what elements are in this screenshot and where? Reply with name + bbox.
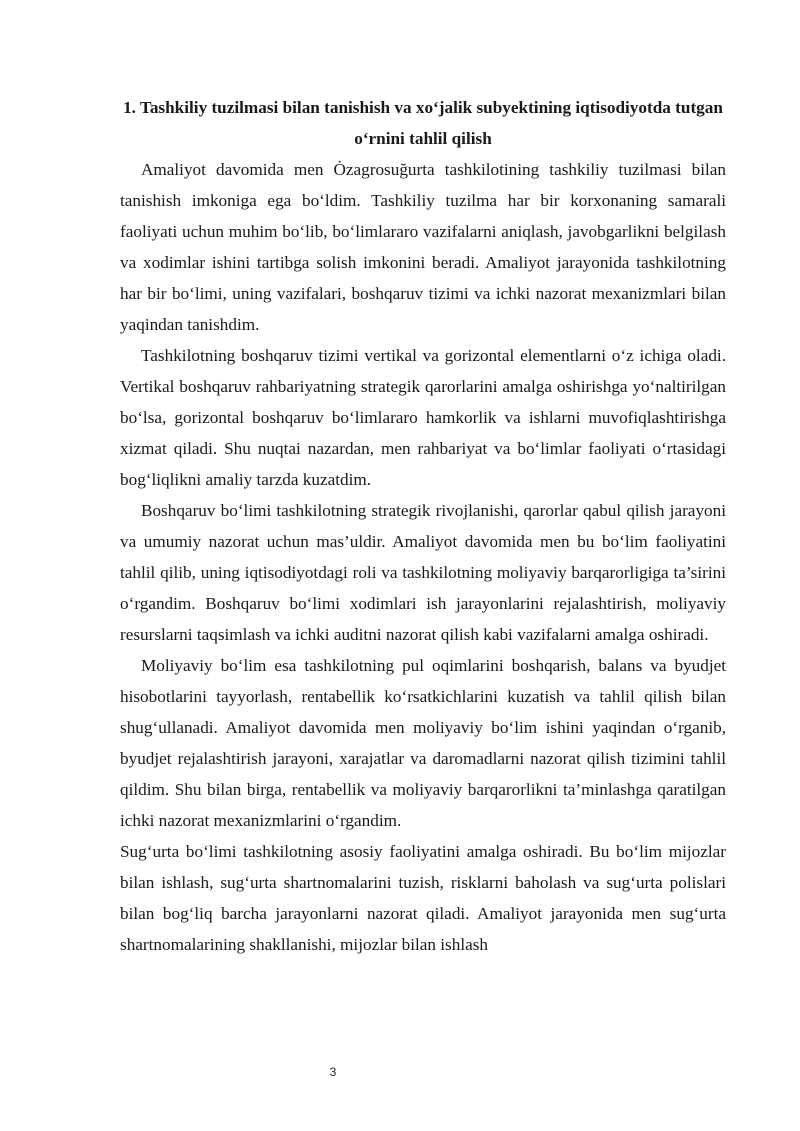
paragraph-finance-department: Moliyaviy bo‘lim esa tashkilotning pul oqimlarini boshqarish, balans va byudjet hisobotlarini tayyorlash, rentabellik ko‘rsatkichlarini kuzatish va tahlil qilish bilan shug‘ullanadi. Amaliyot davomida men moliyaviy bo‘lim ishini yaqindan o‘rganib, byudjet rejalashtirish jarayoni, xarajatlar va daromadlarni nazorat qilish tizimini tahlil qildim. Shu bilan birga, rentabellik va moliyaviy barqarorlikni ta’minlashga qaratilgan ichki nazorat mexanizmlarini o‘rgandim.: [120, 656, 726, 830]
paragraph-org-structure: Amaliyot davomida men Ȯzagrosuğurta tashkilotining tashkiliy tuzilmasi bilan tanishish imkoniga ega bo‘ldim. Tashkiliy tuzilma har bir korxonaning samarali faoliyati uchun muhim bo‘lib, bo‘limlararo vazifalarni aniqlash, javobgarlikni belgilash va xodimlar ishini tartibga solish imkonini beradi. Amaliyot jarayonida tashkilotning har bir bo‘limi, uning vazifalari, boshqaruv tizimi va ichki nazorat mexanizmlari bilan yaqindan tanishdim.: [120, 160, 726, 334]
paragraph-management-department: Boshqaruv bo‘limi tashkilotning strategik rivojlanishi, qarorlar qabul qilish jarayoni va umumiy nazorat uchun mas’uldir. Amaliyot davomida men bu bo‘lim faoliyatini tahlil qilib, uning iqtisodiyotdagi roli va tashkilotning moliyaviy barqarorligiga ta’sirini o‘rgandim. Boshqaruv bo‘limi xodimlari ish jarayonlarini rejalashtirish, moliyaviy resurslarni taqsimlash va ichki auditni nazorat qilish kabi vazifalarni amalga oshiradi.: [120, 501, 726, 644]
paragraph-management-system: Tashkilotning boshqaruv tizimi vertikal va gorizontal elementlarni o‘z ichiga oladi. Vertikal boshqaruv rahbariyatning strategik qarorlarini amalga oshirishga yo‘naltirilgan bo‘lsa, gorizontal boshqaruv bo‘limlararo hamkorlik va ishlarni muvofiqlashtirishga xizmat qiladi. Shu nuqtai nazardan, men rahbariyat va bo‘limlar faoliyati o‘rtasidagi bog‘liqlikni amaliy tarzda kuzatdim.: [120, 346, 726, 489]
page-number: 3: [329, 1065, 337, 1079]
section-heading: 1. Tashkiliy tuzilmasi bilan tanishish va xo‘jalik subyektining iqtisodiyotda tutgan o‘rnini tahlil qilish: [123, 98, 723, 148]
document-page: [120, 92, 726, 960]
paragraph-insurance-department: Sug‘urta bo‘limi tashkilotning asosiy faoliyatini amalga oshiradi. Bu bo‘lim mijozlar bilan ishlash, sug‘urta shartnomalarini tuzish, risklarni baholash va sug‘urta polislari bilan bog‘liq barcha jarayonlarni nazorat qiladi. Amaliyot jarayonida men sug‘urta shartnomalarining shakllanishi, mijozlar bilan ishlash: [120, 842, 726, 954]
